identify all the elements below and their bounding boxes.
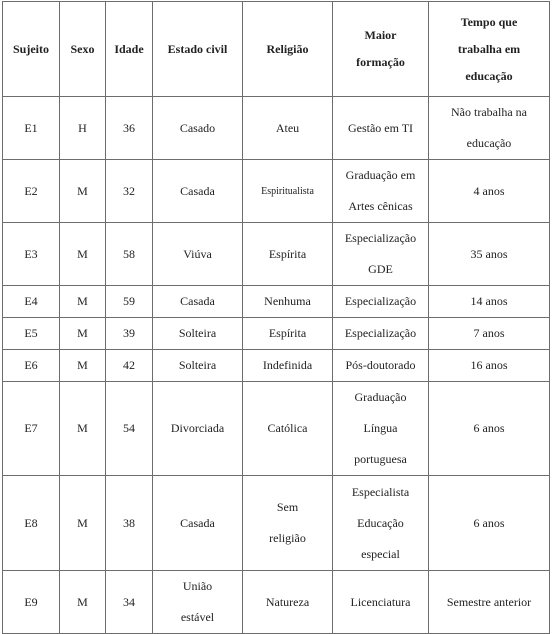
table-row: [3, 476, 550, 571]
cell-tempo-line: educação: [466, 136, 512, 150]
cell-estado-civil-line: estável: [180, 610, 215, 624]
cell-religiao-line: Espiritualista: [261, 185, 314, 197]
cell-tempo-line: Não trabalha na: [451, 105, 527, 119]
cell-religiao-line: Sem: [276, 500, 299, 514]
cell-religiao: [243, 382, 333, 476]
cell-estado-civil: [153, 286, 243, 318]
table-header-row: [3, 2, 550, 97]
cell-idade: 32: [106, 160, 153, 223]
cell-maior-formacao: [333, 223, 429, 286]
cell-maior-formacao-line: Especialização: [344, 231, 417, 245]
cell-religiao: [243, 97, 333, 160]
cell-tempo: [429, 476, 550, 571]
cell-tempo-line: 4 anos: [473, 183, 505, 198]
cell-tempo-line: 7 anos: [473, 326, 505, 340]
cell-estado-civil-line: Casada: [180, 294, 215, 308]
cell-religiao-line: Católica: [267, 421, 308, 435]
cell-estado-civil-line: Viúva: [183, 246, 212, 261]
cell-estado-civil: [153, 223, 243, 286]
cell-estado-civil: [153, 382, 243, 476]
cell-tempo: [429, 223, 550, 286]
cell-maior-formacao-line: Pós-doutorado: [345, 358, 416, 372]
cell-idade: 36: [106, 97, 153, 160]
cell-maior-formacao-line: Especialização: [344, 294, 417, 308]
table-row: [3, 160, 550, 223]
cell-estado-civil-line: Casado: [179, 120, 216, 135]
table-row: [3, 382, 550, 476]
cell-sexo: M: [60, 476, 106, 571]
cell-sexo: M: [60, 286, 106, 318]
header-estado-civil: Estado civil: [153, 2, 243, 97]
cell-idade: 39: [106, 318, 153, 350]
cell-tempo: [429, 97, 550, 160]
cell-sexo: M: [60, 382, 106, 476]
cell-tempo: [429, 571, 550, 634]
cell-maior-formacao-line: Especialista: [351, 484, 410, 499]
cell-estado-civil: [153, 571, 243, 634]
cell-sexo: M: [60, 318, 106, 350]
header-tempo-line2: trabalha em: [457, 41, 521, 56]
cell-religiao-line: Natureza: [265, 594, 310, 609]
cell-idade: 34: [106, 571, 153, 634]
cell-religiao-line: Espírita: [268, 326, 307, 340]
cell-estado-civil-line: Solteira: [178, 326, 217, 340]
cell-sexo: M: [60, 223, 106, 286]
cell-religiao: [243, 286, 333, 318]
cell-maior-formacao-line: Especialização: [344, 326, 417, 340]
table-row: [3, 286, 550, 318]
cell-estado-civil-line: Divorciada: [170, 421, 225, 435]
cell-estado-civil: [153, 97, 243, 160]
cell-religiao-line: Nenhuma: [264, 294, 311, 308]
cell-tempo-line: 6 anos: [473, 515, 505, 530]
cell-religiao-line: Ateu: [275, 120, 300, 135]
cell-maior-formacao: [333, 382, 429, 476]
cell-maior-formacao-line: portuguesa: [354, 452, 407, 466]
cell-tempo-line: 16 anos: [470, 358, 508, 372]
cell-sujeito: E3: [3, 223, 60, 286]
header-tempo: [429, 2, 550, 97]
cell-maior-formacao: [333, 286, 429, 318]
cell-sexo: M: [60, 350, 106, 382]
cell-tempo: [429, 286, 550, 318]
cell-religiao: [243, 350, 333, 382]
table-row: [3, 318, 550, 350]
cell-estado-civil-line: Casada: [180, 183, 215, 198]
header-tempo-line1: Tempo que: [460, 14, 518, 29]
cell-tempo-line: 6 anos: [473, 421, 505, 435]
table-row: [3, 223, 550, 286]
cell-sexo: H: [60, 97, 106, 160]
cell-religiao: [243, 160, 333, 223]
cell-tempo: [429, 318, 550, 350]
table-row: [3, 350, 550, 382]
cell-estado-civil-line: Casada: [180, 515, 215, 530]
cell-maior-formacao: [333, 476, 429, 571]
cell-maior-formacao-line: Licenciatura: [350, 594, 411, 609]
cell-maior-formacao: [333, 160, 429, 223]
header-religiao: Religião: [243, 2, 333, 97]
cell-estado-civil-line: União: [182, 579, 213, 593]
cell-maior-formacao-line: Educação: [357, 515, 404, 530]
cell-maior-formacao-line: Artes cênicas: [348, 199, 413, 213]
table-row: [3, 97, 550, 160]
cell-maior-formacao-line: Gestão em TI: [347, 120, 414, 135]
cell-idade: 59: [106, 286, 153, 318]
cell-tempo-line: Semestre anterior: [446, 594, 532, 609]
cell-religiao: [243, 223, 333, 286]
cell-idade: 54: [106, 382, 153, 476]
cell-estado-civil: [153, 160, 243, 223]
cell-tempo-line: 14 anos: [470, 294, 508, 308]
cell-maior-formacao-line: Língua: [363, 421, 398, 435]
cell-religiao: [243, 476, 333, 571]
header-formacao-line1: Maior: [364, 28, 397, 42]
participants-table: [2, 1, 550, 634]
header-maior-formacao: [333, 2, 429, 97]
cell-sujeito: E9: [3, 571, 60, 634]
cell-sexo: M: [60, 160, 106, 223]
table-row: [3, 571, 550, 634]
cell-estado-civil: [153, 350, 243, 382]
header-idade: Idade: [106, 2, 153, 97]
cell-sujeito: E8: [3, 476, 60, 571]
cell-idade: 42: [106, 350, 153, 382]
cell-maior-formacao: [333, 318, 429, 350]
cell-idade: 58: [106, 223, 153, 286]
cell-sujeito: E4: [3, 286, 60, 318]
cell-maior-formacao: [333, 571, 429, 634]
cell-maior-formacao-line: GDE: [368, 262, 393, 276]
header-formacao-line2: formação: [356, 55, 405, 69]
cell-maior-formacao: [333, 97, 429, 160]
cell-sujeito: E7: [3, 382, 60, 476]
cell-sujeito: E6: [3, 350, 60, 382]
cell-maior-formacao-line: especial: [361, 546, 400, 561]
cell-sexo: M: [60, 571, 106, 634]
cell-religiao-line: Espírita: [268, 246, 307, 261]
header-tempo-line3: educação: [465, 68, 513, 83]
table-body: [3, 97, 550, 634]
cell-tempo-line: 35 anos: [470, 246, 508, 261]
cell-religiao: [243, 571, 333, 634]
cell-tempo: [429, 350, 550, 382]
cell-maior-formacao: [333, 350, 429, 382]
cell-estado-civil: [153, 318, 243, 350]
cell-estado-civil-line: Solteira: [178, 358, 217, 372]
header-sexo: Sexo: [60, 2, 106, 97]
cell-sujeito: E5: [3, 318, 60, 350]
cell-maior-formacao-line: Graduação em: [345, 168, 416, 182]
cell-sujeito: E2: [3, 160, 60, 223]
cell-sujeito: E1: [3, 97, 60, 160]
cell-idade: 38: [106, 476, 153, 571]
cell-religiao-line: religião: [269, 531, 306, 545]
header-sujeito: Sujeito: [3, 2, 60, 97]
cell-tempo: [429, 382, 550, 476]
cell-religiao: [243, 318, 333, 350]
cell-maior-formacao-line: Graduação: [354, 390, 407, 404]
cell-religiao-line: Indefinida: [262, 358, 313, 372]
cell-estado-civil: [153, 476, 243, 571]
cell-tempo: [429, 160, 550, 223]
